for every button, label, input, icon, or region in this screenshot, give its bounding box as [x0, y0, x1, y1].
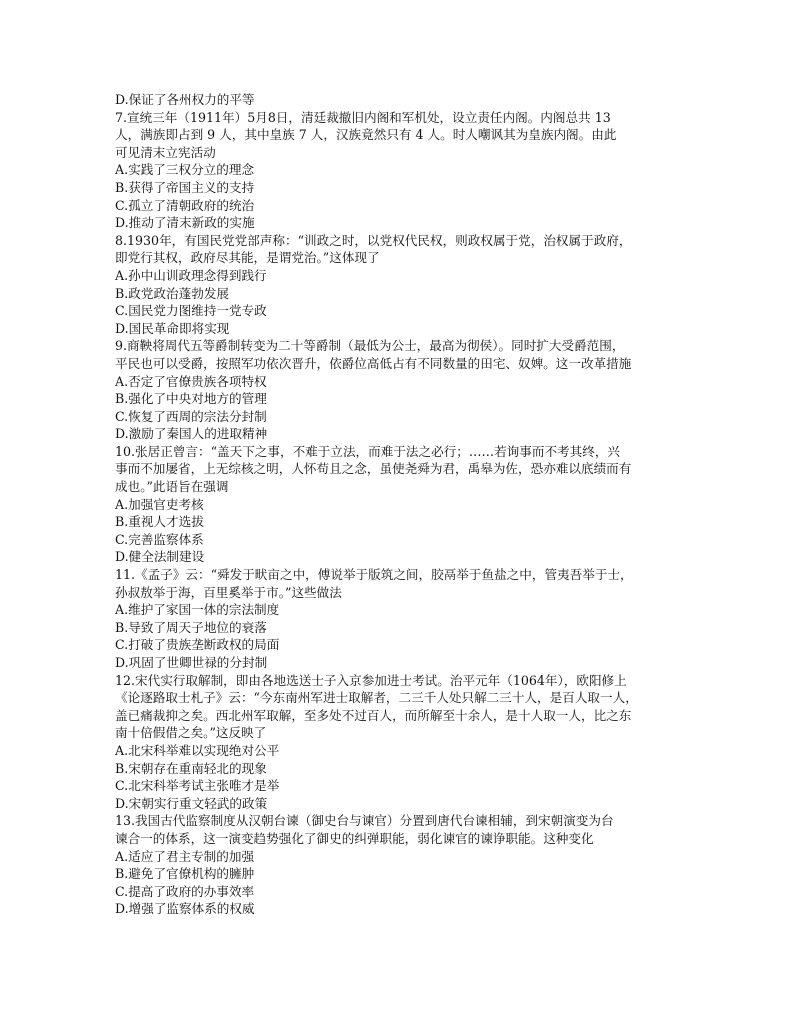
text-line: C.国民党力图维持一党专政 [115, 303, 267, 319]
text-line: 即党行其权，政府尽其能，是谓党治。”这体现了 [115, 250, 380, 266]
text-line: 10.张居正曾言：“盖天下之事，不难于立法，而难于法之必行；……若询事而不考其终，兴 [115, 443, 621, 459]
text-line: 南十倍假借之矣。”这反映了 [115, 725, 267, 741]
text-line: D.推动了清末新政的实施 [115, 215, 255, 231]
text-line: A.否定了官僚贵族各项特权 [115, 373, 267, 389]
text-line: B.获得了帝国主义的支持 [115, 179, 255, 195]
text-line: B.避免了官僚机构的臃肿 [115, 866, 255, 882]
text-line: A.适应了君主专制的加强 [115, 848, 255, 864]
text-line: A.孙中山训政理念得到践行 [115, 267, 267, 283]
text-line: 孙叔敖举于海，百里奚举于市。”这些做法 [115, 584, 342, 600]
text-line: A.实践了三权分立的理念 [115, 162, 255, 178]
text-line: D.激励了秦国人的进取精神 [115, 426, 268, 442]
text-line: 9.商鞅将周代五等爵制转变为二十等爵制（最低为公士，最高为彻侯）。同时扩大受爵范围， [115, 338, 625, 354]
text-line: D.保证了各州权力的平等 [115, 92, 255, 107]
text-line: A.加强官吏考核 [115, 496, 204, 512]
text-line: C.打破了贵族垄断政权的局面 [115, 637, 280, 653]
text-line: A.北宋科举难以实现绝对公平 [115, 742, 280, 758]
text-line: 8.1930年，有国民党党部声称：“训政之时，以党权代民权，则政权属于党，治权属于政府， [115, 232, 632, 248]
text-line: 13.我国古代监察制度从汉朝台谏（御史台与谏官）分置到唐代台谏相辅，到宋朝演变为台 [115, 813, 614, 829]
text-line: 人，满族即占到 9 人，其中皇族 7 人，汉族竟然只有 4 人。时人嘲讽其为皇族内阁。由此 [115, 127, 617, 143]
text-line: 成也。”此语旨在强调 [115, 479, 229, 495]
text-line: 12.宋代实行取解制，即由各地选送士子入京参加进士考试。治平元年（1064年），欧阳修上 [115, 672, 627, 688]
text-line: A.维护了家国一体的宗法制度 [115, 602, 280, 618]
text-line: C.恢复了西周的宗法分封制 [115, 408, 267, 424]
text-line: C.提高了政府的办事效率 [115, 883, 255, 899]
text-line: B.宋朝存在重南轻北的现象 [115, 760, 267, 776]
text-line: D.增强了监察体系的权威 [115, 901, 255, 917]
text-line: D.国民革命即将实现 [115, 320, 230, 336]
text-line [115, 918, 695, 936]
text-line: B.强化了中央对地方的管理 [115, 391, 267, 407]
text-line: 可见清末立宪活动 [115, 144, 216, 160]
document-body [115, 91, 695, 936]
text-line: D.健全法制建设 [115, 549, 205, 565]
text-line: D.巩固了世卿世禄的分封制 [115, 655, 268, 670]
text-line: C.完善监察体系 [115, 531, 204, 547]
text-line: 事而不加屡省，上无综核之明，人怀苟且之念，虽使尧舜为君，禹皋为佐，恐亦难以底绩而有 [115, 461, 632, 477]
text-line: C.北宋科举考试主张唯才是举 [115, 778, 280, 794]
text-line: 《论逐路取士札子》云：“今东南州军进士取解者，二三千人处只解二三十人，是百人取一人， [115, 690, 638, 706]
text-line: B.导致了周天子地位的衰落 [115, 619, 267, 635]
text-line: 7.宣统三年（1911年）5月8日，清廷裁撤旧内阁和军机处，设立责任内阁。内阁总共 13 [115, 109, 611, 125]
text-line: 谏合一的体系，这一演变趋势强化了御史的纠弹职能，弱化谏官的谏诤职能。这种变化 [115, 830, 594, 846]
text-line: 11.《孟子》云：“舜发于畎亩之中，傅说举于版筑之间，胶鬲举于鱼盐之中，管夷吾举于士， [115, 567, 633, 583]
text-line: B.政党政治蓬勃发展 [115, 285, 230, 301]
text-line: 平民也可以受爵，按照军功依次晋升，依爵位高低占有不同数量的田宅、奴婢。这一改革措施 [115, 355, 632, 371]
text-line: 盖已痛裁抑之矣。西北州军取解，至多处不过百人，而所解至十余人，是十人取一人，比之东 [115, 707, 632, 723]
text-line: C.孤立了清朝政府的统治 [115, 197, 255, 213]
text-line: B.重视人才选拔 [115, 514, 204, 530]
text-line: D.宋朝实行重文轻武的政策 [115, 795, 268, 811]
